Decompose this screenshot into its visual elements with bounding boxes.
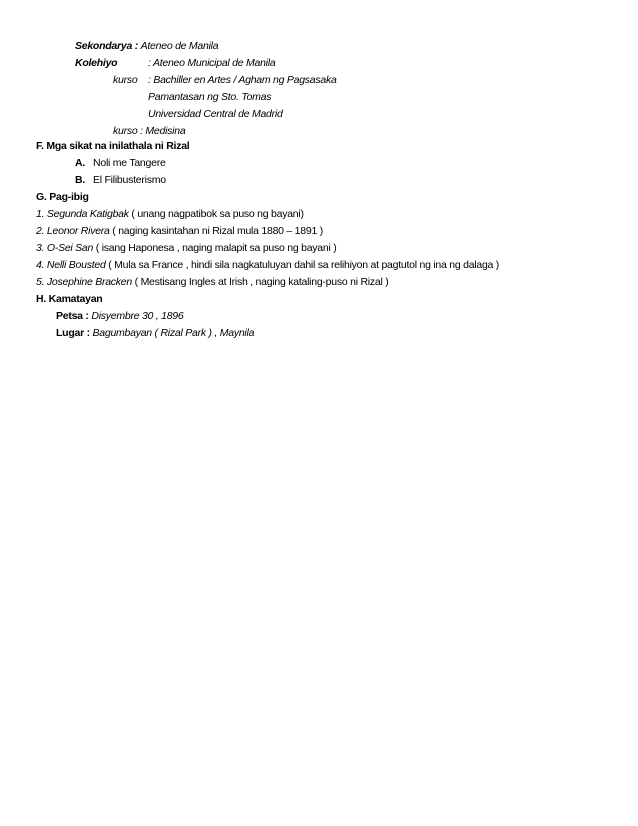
- love-item-name: 1. Segunda Katigbak: [36, 208, 129, 220]
- death-date-line: [56, 310, 184, 324]
- death-place-value: Bagumbayan ( Rizal Park ) , Maynila: [89, 327, 255, 339]
- love-item-name: 5. Josephine Bracken: [36, 276, 132, 288]
- works-item-letter: B.: [75, 174, 85, 186]
- love-item-name: 3. O-Sei San: [36, 242, 94, 254]
- course1-school2: Universidad Central de Madrid: [148, 108, 283, 120]
- love-item-desc: ( unang nagpatibok sa puso ng bayani): [128, 208, 304, 220]
- college-value: : Ateneo Municipal de Manila: [148, 57, 276, 69]
- love-item-name: 2. Leonor Rivera: [36, 225, 110, 237]
- love-item-desc: ( Mestisang Ingles at Irish , naging kataling-puso ni Rizal ): [131, 276, 389, 288]
- college-label: Kolehiyo: [75, 57, 118, 69]
- works-heading: F. Mga sikat na inilathala ni Rizal: [36, 140, 190, 152]
- love-item-desc: ( Mula sa France , hindi sila nagkatuluyan dahil sa relihiyon at pagtutol ng ina ng dalaga ): [105, 259, 500, 271]
- secondary-line: [75, 40, 218, 54]
- love-item-desc: ( isang Haponesa , naging malapit sa puso ng bayani ): [93, 242, 337, 254]
- college-line: [75, 57, 117, 71]
- course1-value: : Bachiller en Artes / Agham ng Pagsasaka: [148, 74, 337, 86]
- love-item: [36, 276, 388, 290]
- course1-label: kurso: [113, 74, 138, 86]
- love-item-name: 4. Nelli Bousted: [36, 259, 106, 271]
- secondary-value: Ateneo de Manila: [140, 40, 219, 52]
- secondary-label: Sekondarya :: [75, 40, 138, 52]
- death-date-value: Disyembre 30 , 1896: [88, 310, 184, 322]
- love-heading: G. Pag-ibig: [36, 191, 89, 203]
- love-item: [36, 259, 499, 273]
- death-place-label: Lugar :: [56, 327, 90, 339]
- course2: kurso : Medisina: [113, 125, 186, 137]
- love-item: [36, 208, 304, 222]
- works-item-b: [75, 174, 166, 188]
- works-item-a: [75, 157, 166, 171]
- love-item-desc: ( naging kasintahan ni Rizal mula 1880 – 1891 ): [109, 225, 323, 237]
- death-date-label: Petsa :: [56, 310, 89, 322]
- works-item-letter: A.: [75, 157, 85, 169]
- death-place-line: [56, 327, 254, 341]
- love-item: [36, 225, 323, 239]
- course1-school1: Pamantasan ng Sto. Tomas: [148, 91, 272, 103]
- works-item-title: Noli me Tangere: [93, 157, 166, 169]
- love-item: [36, 242, 336, 256]
- death-heading: H. Kamatayan: [36, 293, 103, 305]
- works-item-title: El Filibusterismo: [93, 174, 166, 186]
